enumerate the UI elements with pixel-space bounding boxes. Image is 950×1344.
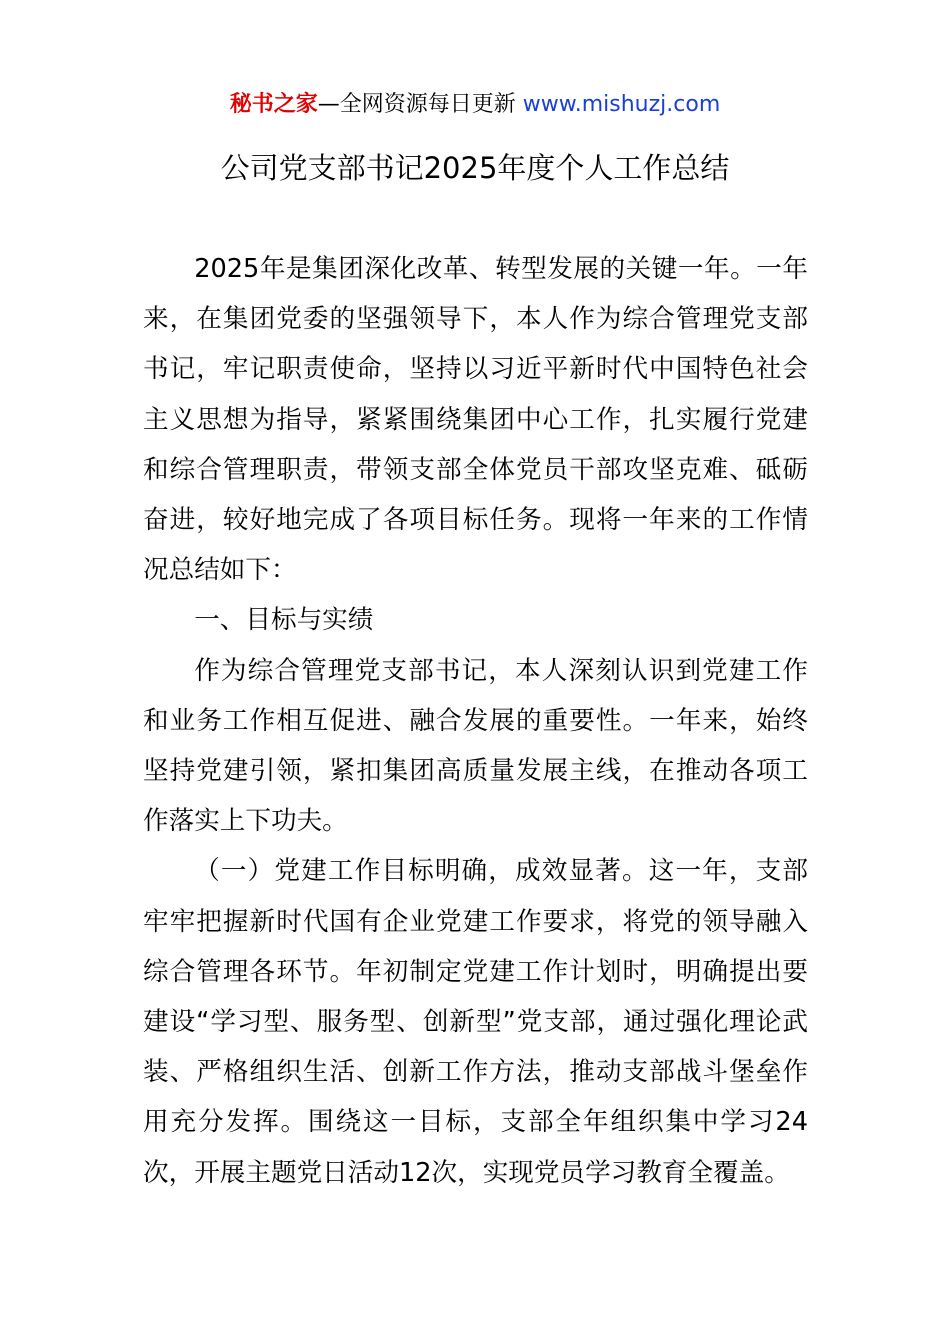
paragraph-party-building: （一）党建工作目标明确，成效显著。这一年，支部牢牢把握新时代国有企业党建工作要求，将党的领导融入综合管理各环节。年初制定党建工作计划时，明确提出要建设“学习型、服务型、创新型”党支部，通过强化理论武装、严格组织生活、创新工作方法，推动支部战斗堡垒作用充分发挥。围绕这一目标，支部全年组织集中学习24次，开展主题党日活动12次，实现党员学习教育全覆盖。 bbox=[143, 856, 808, 1188]
document-title: 公司党支部书记2025年度个人工作总结 bbox=[220, 151, 730, 185]
document-body bbox=[143, 244, 808, 1198]
paragraph-intro: 2025年是集团深化改革、转型发展的关键一年。一年来，在集团党委的坚强领导下，本人作为综合管理党支部书记，牢记职责使命，坚持以习近平新时代中国特色社会主义思想为指导，紧紧围绕集团中心工作，扎实履行党建和综合管理职责，带领支部全体党员干部攻坚克难、砥砺奋进，较好地完成了各项目标任务。现将一年来的工作情况总结如下： bbox=[143, 254, 808, 586]
brand-name: 秘书之家 bbox=[229, 92, 318, 117]
header-dash: — bbox=[317, 92, 340, 117]
site-url-link[interactable]: www.mishuzj.com bbox=[522, 92, 721, 117]
paragraph-goals: 作为综合管理党支部书记，本人深刻认识到党建工作和业务工作相互促进、融合发展的重要性。一年来，始终坚持党建引领，紧扣集团高质量发展主线，在推动各项工作落实上下功夫。 bbox=[143, 655, 808, 837]
section-heading: 一、目标与实绩 bbox=[194, 605, 374, 636]
header-tagline: 全网资源每日更新 bbox=[339, 92, 523, 117]
site-header bbox=[0, 88, 950, 122]
